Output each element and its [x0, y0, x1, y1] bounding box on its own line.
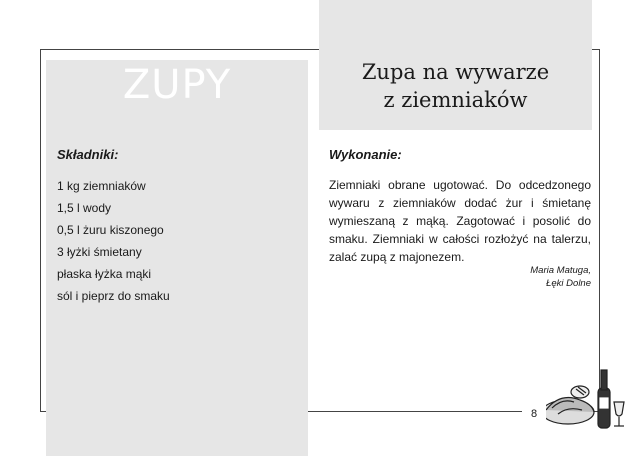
page-number: 8	[522, 405, 546, 423]
ingredients-list	[57, 178, 170, 310]
author-place: Łęki Dolne	[546, 278, 591, 289]
method-label: Wykonanie:	[329, 147, 402, 162]
section-title: ZUPY	[122, 62, 232, 108]
ingredient-item: 3 łyżki śmietany	[57, 245, 142, 259]
ingredient-item: 0,5 l żuru kiszonego	[57, 223, 164, 237]
author-name: Maria Matuga,	[530, 265, 591, 276]
ingredient-item: sól i pieprz do smaku	[57, 289, 170, 303]
ingredient-item: płaska łyżka mąki	[57, 267, 152, 281]
ingredient-item: 1 kg ziemniaków	[57, 179, 146, 193]
recipe-author	[460, 264, 591, 290]
bread-and-wine-bottle-illustration	[540, 362, 630, 434]
method-text: Ziemniaki obrane ugotować. Do odcedzonego wywaru z ziemniaków dodać żur i śmietanę wymieszaną z mąką. Zagotować i posolić do smaku. Ziemniaki w całości rozłożyć na talerzu, zalać zupą z majonezem.	[329, 178, 591, 264]
recipe-title	[319, 58, 592, 114]
recipe-title-line-1: Zupa na wywarze	[361, 60, 550, 84]
recipe-title-line-2: z ziemniaków	[383, 88, 528, 112]
ingredients-label: Składniki:	[57, 147, 119, 162]
ingredient-item: 1,5 l wody	[57, 201, 112, 215]
